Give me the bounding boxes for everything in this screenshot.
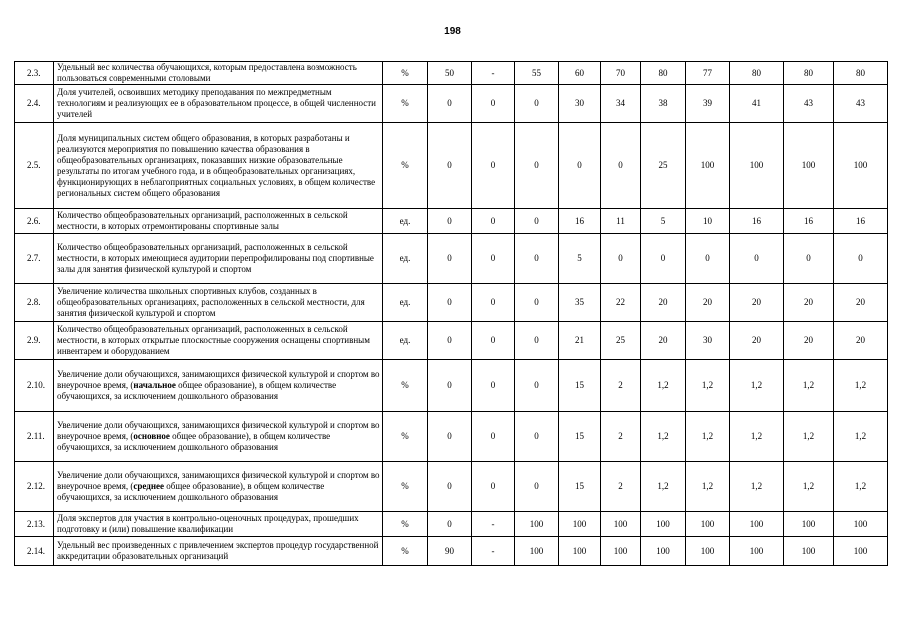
indicator-description [54, 123, 383, 209]
indicator-description [54, 209, 383, 234]
unit-cell: % [383, 462, 428, 512]
value-cell: 1,2 [730, 360, 784, 412]
value-cell: 35 [559, 284, 601, 322]
unit-cell: % [383, 123, 428, 209]
value-cell: 20 [686, 284, 730, 322]
value-cell: 43 [784, 85, 834, 123]
value-cell: 15 [559, 412, 601, 462]
page-number: 198 [444, 26, 461, 37]
value-cell: 5 [559, 234, 601, 284]
value-cell: 0 [472, 322, 515, 360]
indicator-description [54, 412, 383, 462]
table-body [15, 62, 888, 566]
value-cell: 100 [784, 512, 834, 537]
value-cell: 1,2 [641, 462, 686, 512]
value-cell: 11 [601, 209, 641, 234]
value-cell: - [472, 537, 515, 566]
value-cell: 100 [559, 537, 601, 566]
value-cell: 0 [472, 234, 515, 284]
value-cell: 0 [428, 462, 472, 512]
row-number: 2.9. [15, 322, 54, 360]
value-cell: 100 [834, 512, 888, 537]
description-text: Количество общеобразовательных организаций, расположенных в сельской местности, в которых отремонтированы спортивные залы [57, 210, 348, 231]
value-cell: 2 [601, 360, 641, 412]
value-cell: 0 [515, 462, 559, 512]
value-cell: 80 [641, 62, 686, 85]
value-cell: 1,2 [686, 412, 730, 462]
value-cell: 100 [686, 512, 730, 537]
value-cell: 0 [428, 123, 472, 209]
description-text: общее образование), в общем количестве обучающихся, за исключением дошкольного образования [57, 431, 331, 452]
table-row [15, 537, 888, 566]
value-cell: 80 [784, 62, 834, 85]
indicator-description [54, 462, 383, 512]
indicator-description [54, 512, 383, 537]
value-cell: 20 [784, 322, 834, 360]
value-cell: 100 [834, 123, 888, 209]
value-cell: 1,2 [784, 360, 834, 412]
value-cell: 30 [559, 85, 601, 123]
value-cell: 80 [834, 62, 888, 85]
unit-cell: % [383, 360, 428, 412]
value-cell: 1,2 [686, 360, 730, 412]
value-cell: 1,2 [686, 462, 730, 512]
value-cell: 0 [472, 360, 515, 412]
value-cell: 38 [641, 85, 686, 123]
row-number: 2.8. [15, 284, 54, 322]
table-row [15, 123, 888, 209]
value-cell: 100 [559, 512, 601, 537]
table-row [15, 322, 888, 360]
value-cell: 1,2 [784, 412, 834, 462]
row-number: 2.7. [15, 234, 54, 284]
row-number: 2.14. [15, 537, 54, 566]
description-text: Доля учителей, освоивших методику преподавания по межпредметным технологиям и реализующих ее в образовательном процессе, в общей численности учителей [57, 87, 376, 119]
row-number: 2.4. [15, 85, 54, 123]
value-cell: 20 [784, 284, 834, 322]
table-row [15, 462, 888, 512]
value-cell: 70 [601, 62, 641, 85]
indicator-description [54, 62, 383, 85]
table-row [15, 360, 888, 412]
unit-cell: ед. [383, 322, 428, 360]
value-cell: 15 [559, 462, 601, 512]
indicators-table [14, 61, 888, 566]
value-cell: 0 [428, 360, 472, 412]
value-cell: 100 [601, 537, 641, 566]
indicator-description [54, 322, 383, 360]
value-cell: 10 [686, 209, 730, 234]
value-cell: 34 [601, 85, 641, 123]
value-cell: 0 [601, 234, 641, 284]
value-cell: 60 [559, 62, 601, 85]
unit-cell: ед. [383, 284, 428, 322]
value-cell: 0 [834, 234, 888, 284]
value-cell: 55 [515, 62, 559, 85]
value-cell: 0 [515, 360, 559, 412]
table-row [15, 209, 888, 234]
value-cell: 20 [730, 284, 784, 322]
value-cell: 20 [834, 284, 888, 322]
indicator-description [54, 284, 383, 322]
value-cell: 100 [834, 537, 888, 566]
value-cell: 100 [515, 537, 559, 566]
value-cell: - [472, 512, 515, 537]
value-cell: 100 [730, 123, 784, 209]
value-cell: 0 [472, 412, 515, 462]
value-cell: 100 [515, 512, 559, 537]
value-cell: - [472, 62, 515, 85]
value-cell: 0 [428, 512, 472, 537]
value-cell: 0 [428, 412, 472, 462]
value-cell: 0 [641, 234, 686, 284]
unit-cell: % [383, 62, 428, 85]
value-cell: 25 [641, 123, 686, 209]
description-text: Доля муниципальных систем общего образования, в которых разработаны и реализуются мероприятия по повышению качества образования в общеобразовательных организациях, показавших низкие образовательные результаты по итогам учебного года, и в общеобразовательных организациях, функционирующих в неблагоприятных социальных условиях, в общем количестве региональных систем общего образования [57, 132, 376, 198]
description-text: Увеличение доли обучающихся, занимающихся физической культурой и спортом во внеурочное время, ( [57, 420, 380, 441]
table-row [15, 412, 888, 462]
description-text: Увеличение доли обучающихся, занимающихся физической культурой и спортом во внеурочное время, ( [57, 470, 380, 491]
description-text: Увеличение количества школьных спортивных клубов, созданных в общеобразовательных организациях, расположенных в сельской местности, для занятия физической культурой и спортом [57, 286, 365, 318]
value-cell: 0 [730, 234, 784, 284]
value-cell: 39 [686, 85, 730, 123]
value-cell: 0 [472, 123, 515, 209]
row-number: 2.12. [15, 462, 54, 512]
row-number: 2.13. [15, 512, 54, 537]
value-cell: 20 [641, 322, 686, 360]
unit-cell: % [383, 412, 428, 462]
value-cell: 0 [515, 234, 559, 284]
description-text: Количество общеобразовательных организаций, расположенных в сельской местности, в которых имеющиеся аудитории перепрофилированы под спортивные залы для занятия физической культурой и спортом [57, 242, 374, 274]
value-cell: 2 [601, 412, 641, 462]
value-cell: 0 [559, 123, 601, 209]
value-cell: 16 [559, 209, 601, 234]
value-cell: 20 [834, 322, 888, 360]
value-cell: 100 [641, 537, 686, 566]
value-cell: 1,2 [730, 412, 784, 462]
table-row [15, 234, 888, 284]
value-cell: 100 [686, 537, 730, 566]
value-cell: 1,2 [641, 360, 686, 412]
value-cell: 16 [784, 209, 834, 234]
value-cell: 0 [472, 462, 515, 512]
value-cell: 90 [428, 537, 472, 566]
row-number: 2.11. [15, 412, 54, 462]
value-cell: 0 [428, 85, 472, 123]
value-cell: 0 [515, 209, 559, 234]
value-cell: 0 [428, 209, 472, 234]
value-cell: 1,2 [641, 412, 686, 462]
value-cell: 16 [834, 209, 888, 234]
unit-cell: ед. [383, 209, 428, 234]
value-cell: 0 [515, 85, 559, 123]
value-cell: 25 [601, 322, 641, 360]
value-cell: 21 [559, 322, 601, 360]
table-row [15, 284, 888, 322]
description-text: начальное [133, 380, 176, 390]
value-cell: 0 [515, 412, 559, 462]
row-number: 2.5. [15, 123, 54, 209]
description-text: среднее [133, 481, 164, 491]
value-cell: 2 [601, 462, 641, 512]
table-row [15, 85, 888, 123]
value-cell: 1,2 [834, 412, 888, 462]
value-cell: 100 [641, 512, 686, 537]
value-cell: 0 [428, 284, 472, 322]
unit-cell: % [383, 537, 428, 566]
value-cell: 0 [472, 85, 515, 123]
value-cell: 0 [472, 284, 515, 322]
row-number: 2.6. [15, 209, 54, 234]
value-cell: 1,2 [784, 462, 834, 512]
table-row [15, 512, 888, 537]
value-cell: 100 [686, 123, 730, 209]
value-cell: 41 [730, 85, 784, 123]
value-cell: 77 [686, 62, 730, 85]
value-cell: 16 [730, 209, 784, 234]
description-text: Удельный вес произведенных с привлечением экспертов процедур государственной аккредитации образовательных организаций [57, 540, 379, 561]
description-text: Удельный вес количества обучающихся, которым предоставлена возможность пользоваться современными столовыми [57, 62, 357, 83]
unit-cell: % [383, 85, 428, 123]
value-cell: 100 [784, 537, 834, 566]
value-cell: 43 [834, 85, 888, 123]
value-cell: 0 [686, 234, 730, 284]
value-cell: 1,2 [834, 462, 888, 512]
value-cell: 100 [730, 512, 784, 537]
value-cell: 20 [641, 284, 686, 322]
value-cell: 1,2 [834, 360, 888, 412]
table-row [15, 62, 888, 85]
value-cell: 0 [784, 234, 834, 284]
value-cell: 0 [601, 123, 641, 209]
value-cell: 5 [641, 209, 686, 234]
value-cell: 100 [601, 512, 641, 537]
description-text: Доля экспертов для участия в контрольно-оценочных процедурах, прошедших подготовку и (или) повышение квалификации [57, 513, 359, 534]
description-text: основное [133, 431, 170, 441]
description-text: общее образование), в общем количестве обучающихся, за исключением дошкольного образования [57, 380, 337, 401]
indicator-description [54, 234, 383, 284]
value-cell: 30 [686, 322, 730, 360]
value-cell: 50 [428, 62, 472, 85]
value-cell: 100 [730, 537, 784, 566]
value-cell: 22 [601, 284, 641, 322]
indicator-description [54, 85, 383, 123]
description-text: Увеличение доли обучающихся, занимающихся физической культурой и спортом во внеурочное время, ( [57, 369, 380, 390]
unit-cell: % [383, 512, 428, 537]
row-number: 2.10. [15, 360, 54, 412]
value-cell: 20 [730, 322, 784, 360]
value-cell: 0 [428, 322, 472, 360]
description-text: общее образование), в общем количестве обучающихся, за исключением дошкольного образования [57, 481, 325, 502]
value-cell: 0 [428, 234, 472, 284]
value-cell: 0 [515, 284, 559, 322]
value-cell: 15 [559, 360, 601, 412]
value-cell: 100 [784, 123, 834, 209]
value-cell: 0 [515, 322, 559, 360]
row-number: 2.3. [15, 62, 54, 85]
value-cell: 1,2 [730, 462, 784, 512]
value-cell: 80 [730, 62, 784, 85]
indicator-description [54, 360, 383, 412]
value-cell: 0 [515, 123, 559, 209]
indicator-description [54, 537, 383, 566]
description-text: Количество общеобразовательных организаций, расположенных в сельской местности, в которых открытые плоскостные сооружения оснащены спортивным инвентарем и оборудованием [57, 324, 370, 356]
value-cell: 0 [472, 209, 515, 234]
unit-cell: ед. [383, 234, 428, 284]
